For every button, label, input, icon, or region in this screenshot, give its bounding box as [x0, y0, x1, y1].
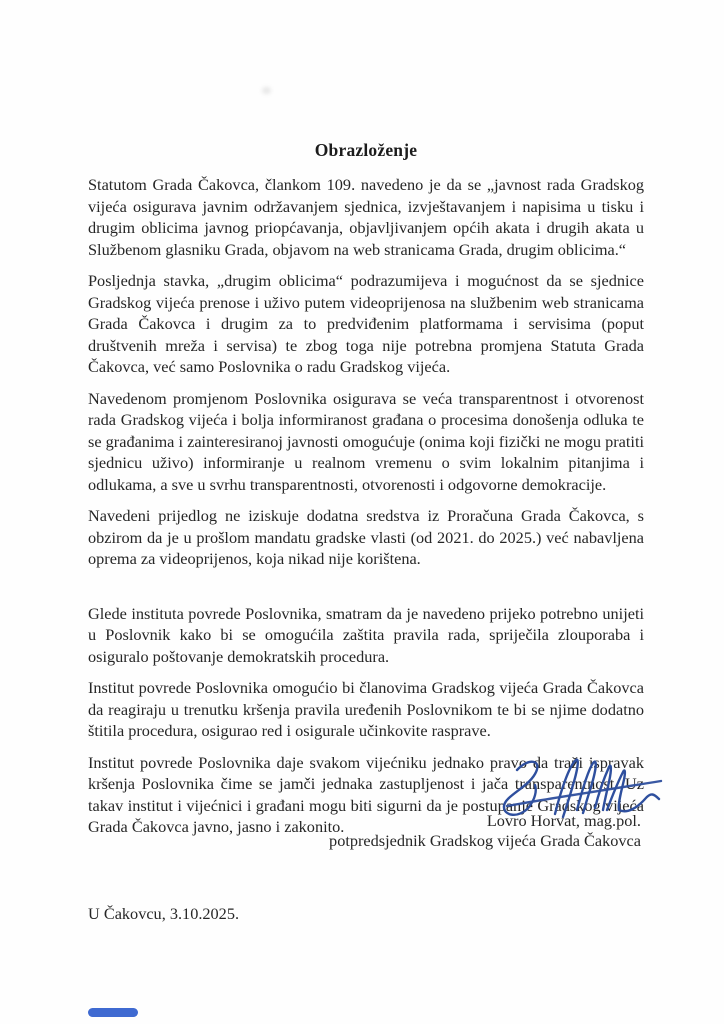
paragraph-institut-omogucio: Institut povrede Poslovnika omogućio bi članovima Gradskog vijeća Grada Čakovca da reagiraju u trenutku kršenja pravila uređenih Poslovnikom te bi se njime dodatno štitila procedura, osigurao red i osigurale učinkovite rasprave.: [88, 678, 644, 740]
signature-block: [329, 811, 641, 850]
signer-role: potpredsjednik Gradskog vijeća Grada Čakovca: [329, 830, 641, 850]
paragraph-glede-instituta: Glede instituta povrede Poslovnika, smatram da je navedeno prijeko potrebno unijeti u Poslovnik kako bi se omogućila zaštita pravila rada, spriječila zlouporaba i osiguralo poštovanje demokratskih procedura.: [88, 603, 644, 666]
paragraph-institut-daje: Institut povrede Poslovnika daje svakom vijećniku jednako pravo da traži ispravak kršenja Poslovnika čime se jamči jednaka zastupljenost i jača transparentnost. Uz takav institut i vijećnici i građani mogu biti sigurni da je postupanje Gradskog vijeća Grada Čakovca javno, jasno i zakonito.: [88, 752, 644, 836]
paragraph-posljednja-stavka: Posljednja stavka, „drugim oblicima“ podrazumijeva i mogućnost da se sjednice Gradskog vijeća prenose i uživo putem videoprijenosa na službenim web stranicama Grada Čakovca i drugim za to predviđenim platformama i servisima (poput društvenih mreža i servisa) te zbog toga nije potrebna promjena Statuta Grada Čakovca, već samo Poslovnika o radu Gradskog vijeća.: [88, 271, 644, 376]
document-body: [88, 140, 644, 838]
footer-blue-bar: [88, 1008, 138, 1017]
page-title: Obrazloženje: [314, 140, 418, 160]
paragraph-navedeni-prijedlog: Navedeni prijedlog ne iziskuje dodatna sredstva iz Proračuna Grada Čakovca, s obzirom da je u prošlom mandatu gradske vlasti (od 2021. do 2025.) već nabavljena oprema za videoprijenos, koja nikad nije korištena.: [88, 506, 644, 568]
signer-name: Lovro Horvat, mag.pol.: [486, 811, 641, 830]
place-date-line: U Čakovcu, 3.10.2025.: [88, 904, 240, 923]
scan-smudge: [262, 87, 271, 94]
paragraph-statut: Statutom Grada Čakovca, člankom 109. navedeno je da se „javnost rada Gradskog vijeća osigurava javnim održavanjem sjednica, izvještavanjem i napisima u tisku i drugim oblicima javnog priopćavanja, objavljivanjem općih akata i drugih akata u Službenom glasniku Grada, objavom na web stranicama Grada, drugim oblicima.“: [88, 175, 644, 259]
paragraph-navedenom-promjenom: Navedenom promjenom Poslovnika osigurava se veća transparentnost i otvorenost rada Gradskog vijeća i bolja informiranost građana o procesima donošenja odluka te se građanima i zainteresiranoj javnosti omogućuje (onima koji fizički ne mogu pratiti sjednicu uživo) informiranje u realnom vremenu o svim lokalnim pitanjima i odlukama, a sve u svrhu transparentnosti, otvorenosti i odgovorne demokracije.: [88, 388, 644, 494]
